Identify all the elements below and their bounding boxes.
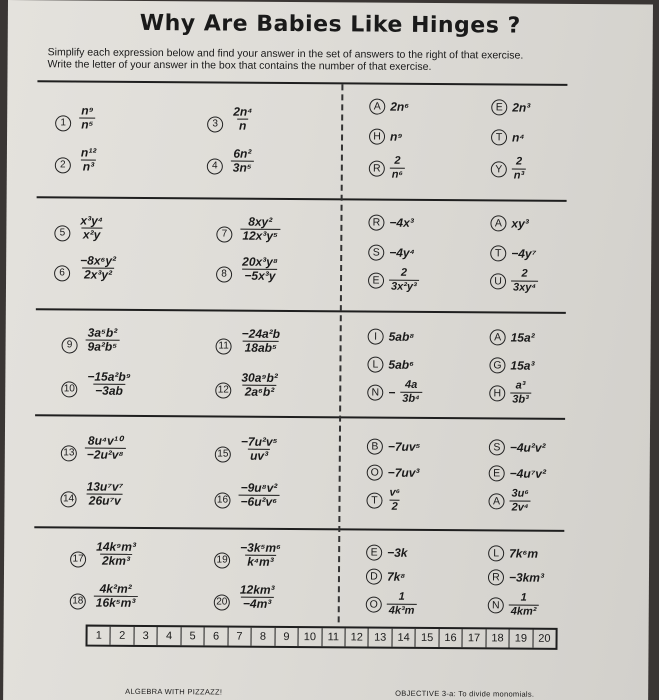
divider bbox=[35, 414, 565, 420]
exercise-number: 2 bbox=[55, 157, 71, 173]
answer-box[interactable]: 8 bbox=[252, 628, 276, 646]
answer-letter: T bbox=[366, 492, 382, 508]
exercise-expression: $\frac{\text{13u⁷v⁷}}{\text{26u⁷v}}$ bbox=[86, 479, 124, 508]
answer-choice: O $\frac{1}{\text{4k³m}}$ bbox=[366, 591, 417, 618]
footer-book-title: ALGEBRA WITH PIZZAZZ! bbox=[125, 686, 223, 697]
worksheet bbox=[3, 0, 653, 700]
exercise-expression: $\frac{\text{−7u²v⁵}}{\text{uv³}}$ bbox=[240, 434, 278, 463]
exercise-number: 6 bbox=[54, 265, 70, 281]
answer-letter: A bbox=[490, 215, 506, 231]
exercise-expression: $\frac{\text{8u⁴v¹⁰}}{\text{−2u²v⁸}}$ bbox=[86, 433, 124, 462]
divider bbox=[34, 526, 564, 532]
answer-choice: S −4u²v² bbox=[489, 439, 546, 455]
answer-letter: Y bbox=[491, 161, 507, 177]
answer-letter: A bbox=[369, 99, 385, 115]
answer-letter: T bbox=[490, 245, 506, 261]
answer-box[interactable]: 1 bbox=[88, 627, 112, 645]
answer-box[interactable]: 16 bbox=[439, 629, 463, 647]
answer-letter: D bbox=[366, 569, 382, 585]
answer-box[interactable]: 12 bbox=[345, 628, 369, 646]
exercise-expression: $\frac{\text{−9u⁸v²}}{\text{−6u²v⁶}}$ bbox=[240, 480, 278, 509]
page-title: Why Are Babies Like Hinges ? bbox=[139, 10, 521, 39]
exercise-number: 12 bbox=[215, 382, 231, 398]
footer-objective: OBJECTIVE 3-a: To divide monomials. bbox=[395, 688, 535, 699]
answer-choice: E −4u⁷v² bbox=[489, 465, 546, 481]
exercise-expression: $\frac{\text{4k²m²}}{\text{16k⁵m³}}$ bbox=[95, 581, 136, 610]
answer-choice: L 5ab⁶ bbox=[367, 357, 414, 373]
answer-choice: B −7uv⁵ bbox=[367, 439, 421, 455]
exercise-expression: $\frac{\text{12km³}}{\text{−4m³}}$ bbox=[239, 582, 275, 611]
answer-choice: H n⁹ bbox=[369, 129, 403, 145]
answer-letter: R bbox=[488, 569, 504, 585]
answer-letter: S bbox=[368, 245, 384, 261]
answer-choice: R −3km³ bbox=[488, 569, 544, 585]
exercise-number: 19 bbox=[214, 552, 230, 568]
exercise-expression: $\frac{\text{−8x⁶y²}}{\text{2x³y²}}$ bbox=[80, 253, 117, 282]
exercise-expression: $\frac{\text{−15a²b⁹}}{-3ab}$ bbox=[87, 369, 131, 398]
answer-choice: I 5ab⁸ bbox=[368, 329, 415, 345]
answer-letter: O bbox=[367, 465, 383, 481]
exercise-number: 3 bbox=[207, 116, 223, 132]
exercise-number: 11 bbox=[216, 338, 232, 354]
divider bbox=[36, 308, 566, 314]
answer-box[interactable]: 14 bbox=[392, 629, 416, 647]
answer-letter: R bbox=[368, 215, 384, 231]
answer-box[interactable]: 3 bbox=[134, 627, 158, 645]
answer-choice: N $\frac{1}{\text{4km²}}$ bbox=[488, 591, 539, 618]
answer-letter: L bbox=[367, 357, 383, 373]
answer-letter: I bbox=[368, 329, 384, 345]
answer-box[interactable]: 7 bbox=[228, 628, 252, 646]
exercise-number: 17 bbox=[70, 551, 86, 567]
answer-choice: Y $\frac{2}{\text{n³}}$ bbox=[491, 155, 527, 182]
answer-letter: H bbox=[489, 385, 505, 401]
exercise-expression: $\frac{\text{14k⁹m³}}{\text{2km³}}$ bbox=[96, 539, 137, 568]
answer-letter: O bbox=[366, 596, 382, 612]
exercise-expression: $\frac{\text{2n⁴}}{n}$ bbox=[233, 104, 253, 133]
answer-choice: E $\frac{2}{\text{3x²y³}}$ bbox=[368, 267, 419, 294]
answer-box[interactable]: 2 bbox=[111, 627, 135, 645]
exercise-number: 13 bbox=[61, 445, 77, 461]
answer-letter: A bbox=[490, 329, 506, 345]
exercise-expression: $\frac{\text{8xy²}}{\text{12x³y⁵}}$ bbox=[242, 214, 278, 243]
exercise-expression: $\frac{\text{6n²}}{\text{3n⁵}}$ bbox=[232, 146, 252, 175]
divider bbox=[37, 80, 567, 86]
answer-letter: H bbox=[369, 129, 385, 145]
answer-box[interactable]: 6 bbox=[205, 627, 229, 645]
answer-choice: T $\frac{\text{v⁶}}{2}$ bbox=[366, 487, 402, 514]
exercise-number: 20 bbox=[214, 594, 230, 610]
answer-letter: T bbox=[491, 129, 507, 145]
answer-letter: G bbox=[489, 357, 505, 373]
column-divider bbox=[338, 84, 344, 622]
exercise-number: 18 bbox=[70, 593, 86, 609]
answer-box[interactable]: 4 bbox=[158, 627, 182, 645]
answer-letter: E bbox=[491, 99, 507, 115]
answer-letter: N bbox=[367, 384, 383, 400]
answer-letter: U bbox=[490, 273, 506, 289]
answer-choice: A 2n⁶ bbox=[369, 99, 409, 115]
instructions: Simplify each expression below and find your answer in the set of answers to the right of that exercise. Write the letter of your answer in the box that contains the number of that exercise. bbox=[47, 46, 524, 73]
answer-box[interactable]: 17 bbox=[463, 629, 487, 647]
answer-box[interactable]: 9 bbox=[275, 628, 299, 646]
answer-choice: R $\frac{2}{\text{n⁶}}$ bbox=[369, 155, 405, 182]
exercise-expression: $\frac{\text{20x³y⁸}}{\text{−5x³y}}$ bbox=[242, 254, 278, 283]
answer-box[interactable]: 18 bbox=[486, 629, 510, 647]
answer-letter: E bbox=[489, 465, 505, 481]
answer-letter: N bbox=[488, 597, 504, 613]
answer-box[interactable]: 10 bbox=[299, 628, 323, 646]
answer-box[interactable]: 15 bbox=[416, 629, 440, 647]
answer-choice: U $\frac{2}{\text{3xy⁴}}$ bbox=[490, 267, 538, 294]
answer-choice: E 2n³ bbox=[491, 99, 530, 115]
exercise-number: 10 bbox=[61, 381, 77, 397]
exercise-number: 4 bbox=[207, 158, 223, 174]
exercise-number: 9 bbox=[62, 337, 78, 353]
answer-choice: E −3k bbox=[366, 545, 407, 561]
answer-choice: A $\frac{\text{3u⁶}}{\text{2v⁴}}$ bbox=[488, 487, 530, 514]
answer-grid[interactable] bbox=[85, 625, 557, 650]
answer-letter: B bbox=[367, 439, 383, 455]
exercise-expression: $\frac{\text{−24a²b}}{\text{18ab⁵}}$ bbox=[241, 326, 281, 355]
answer-choice: G 15a³ bbox=[489, 357, 534, 373]
exercise-expression: $\frac{\text{n⁹}}{\text{n⁵}}$ bbox=[81, 103, 94, 132]
answer-box[interactable]: 5 bbox=[181, 627, 205, 645]
answer-box[interactable]: 13 bbox=[369, 629, 393, 647]
exercise-number: 14 bbox=[60, 491, 76, 507]
answer-choice: A xy³ bbox=[490, 215, 528, 231]
answer-choice: H $\frac{\text{a³}}{\text{3b³}}$ bbox=[489, 379, 531, 406]
exercise-expression: $\frac{\text{−3k⁵m⁶}}{\text{k⁴m³}}$ bbox=[240, 540, 281, 569]
answer-choice: S −4y⁴ bbox=[368, 245, 415, 261]
answer-choice: L 7k⁶m bbox=[488, 545, 538, 561]
answer-letter: R bbox=[369, 160, 385, 176]
exercise-number: 5 bbox=[54, 225, 70, 241]
answer-letter: E bbox=[368, 272, 384, 288]
answer-choice: N − $\frac{4a}{\text{3b⁴}}$ bbox=[367, 379, 422, 406]
answer-box[interactable]: 11 bbox=[322, 628, 346, 646]
answer-box[interactable]: 20 bbox=[538, 632, 551, 645]
answer-choice: O −7uv³ bbox=[367, 465, 420, 481]
answer-box[interactable]: 19 bbox=[510, 630, 534, 648]
exercise-expression: $\frac{\text{n¹²}}{\text{n³}}$ bbox=[80, 145, 97, 174]
answer-choice: T n⁴ bbox=[491, 129, 525, 145]
answer-letter: S bbox=[489, 439, 505, 455]
exercise-number: 16 bbox=[214, 492, 230, 508]
answer-choice: D 7k⁸ bbox=[366, 569, 405, 585]
exercise-number: 8 bbox=[216, 266, 232, 282]
answer-choice: R −4x³ bbox=[368, 215, 413, 231]
exercise-number: 1 bbox=[55, 115, 71, 131]
answer-letter: L bbox=[488, 545, 504, 561]
divider bbox=[37, 196, 567, 202]
exercise-number: 15 bbox=[215, 446, 231, 462]
exercise-expression: $\frac{\text{x³y⁴}}{\text{x²y}}$ bbox=[80, 213, 103, 242]
exercise-expression: $\frac{\text{3a⁵b²}}{\text{9a²b⁵}}$ bbox=[87, 325, 118, 354]
answer-choice: A 15a² bbox=[490, 329, 535, 345]
answer-letter: A bbox=[488, 493, 504, 509]
exercise-number: 7 bbox=[216, 226, 232, 242]
answer-letter: E bbox=[366, 545, 382, 561]
answer-choice: T −4y⁷ bbox=[490, 245, 536, 261]
exercise-expression: $\frac{\text{30a⁹b²}}{\text{2a⁶b²}}$ bbox=[241, 370, 278, 399]
